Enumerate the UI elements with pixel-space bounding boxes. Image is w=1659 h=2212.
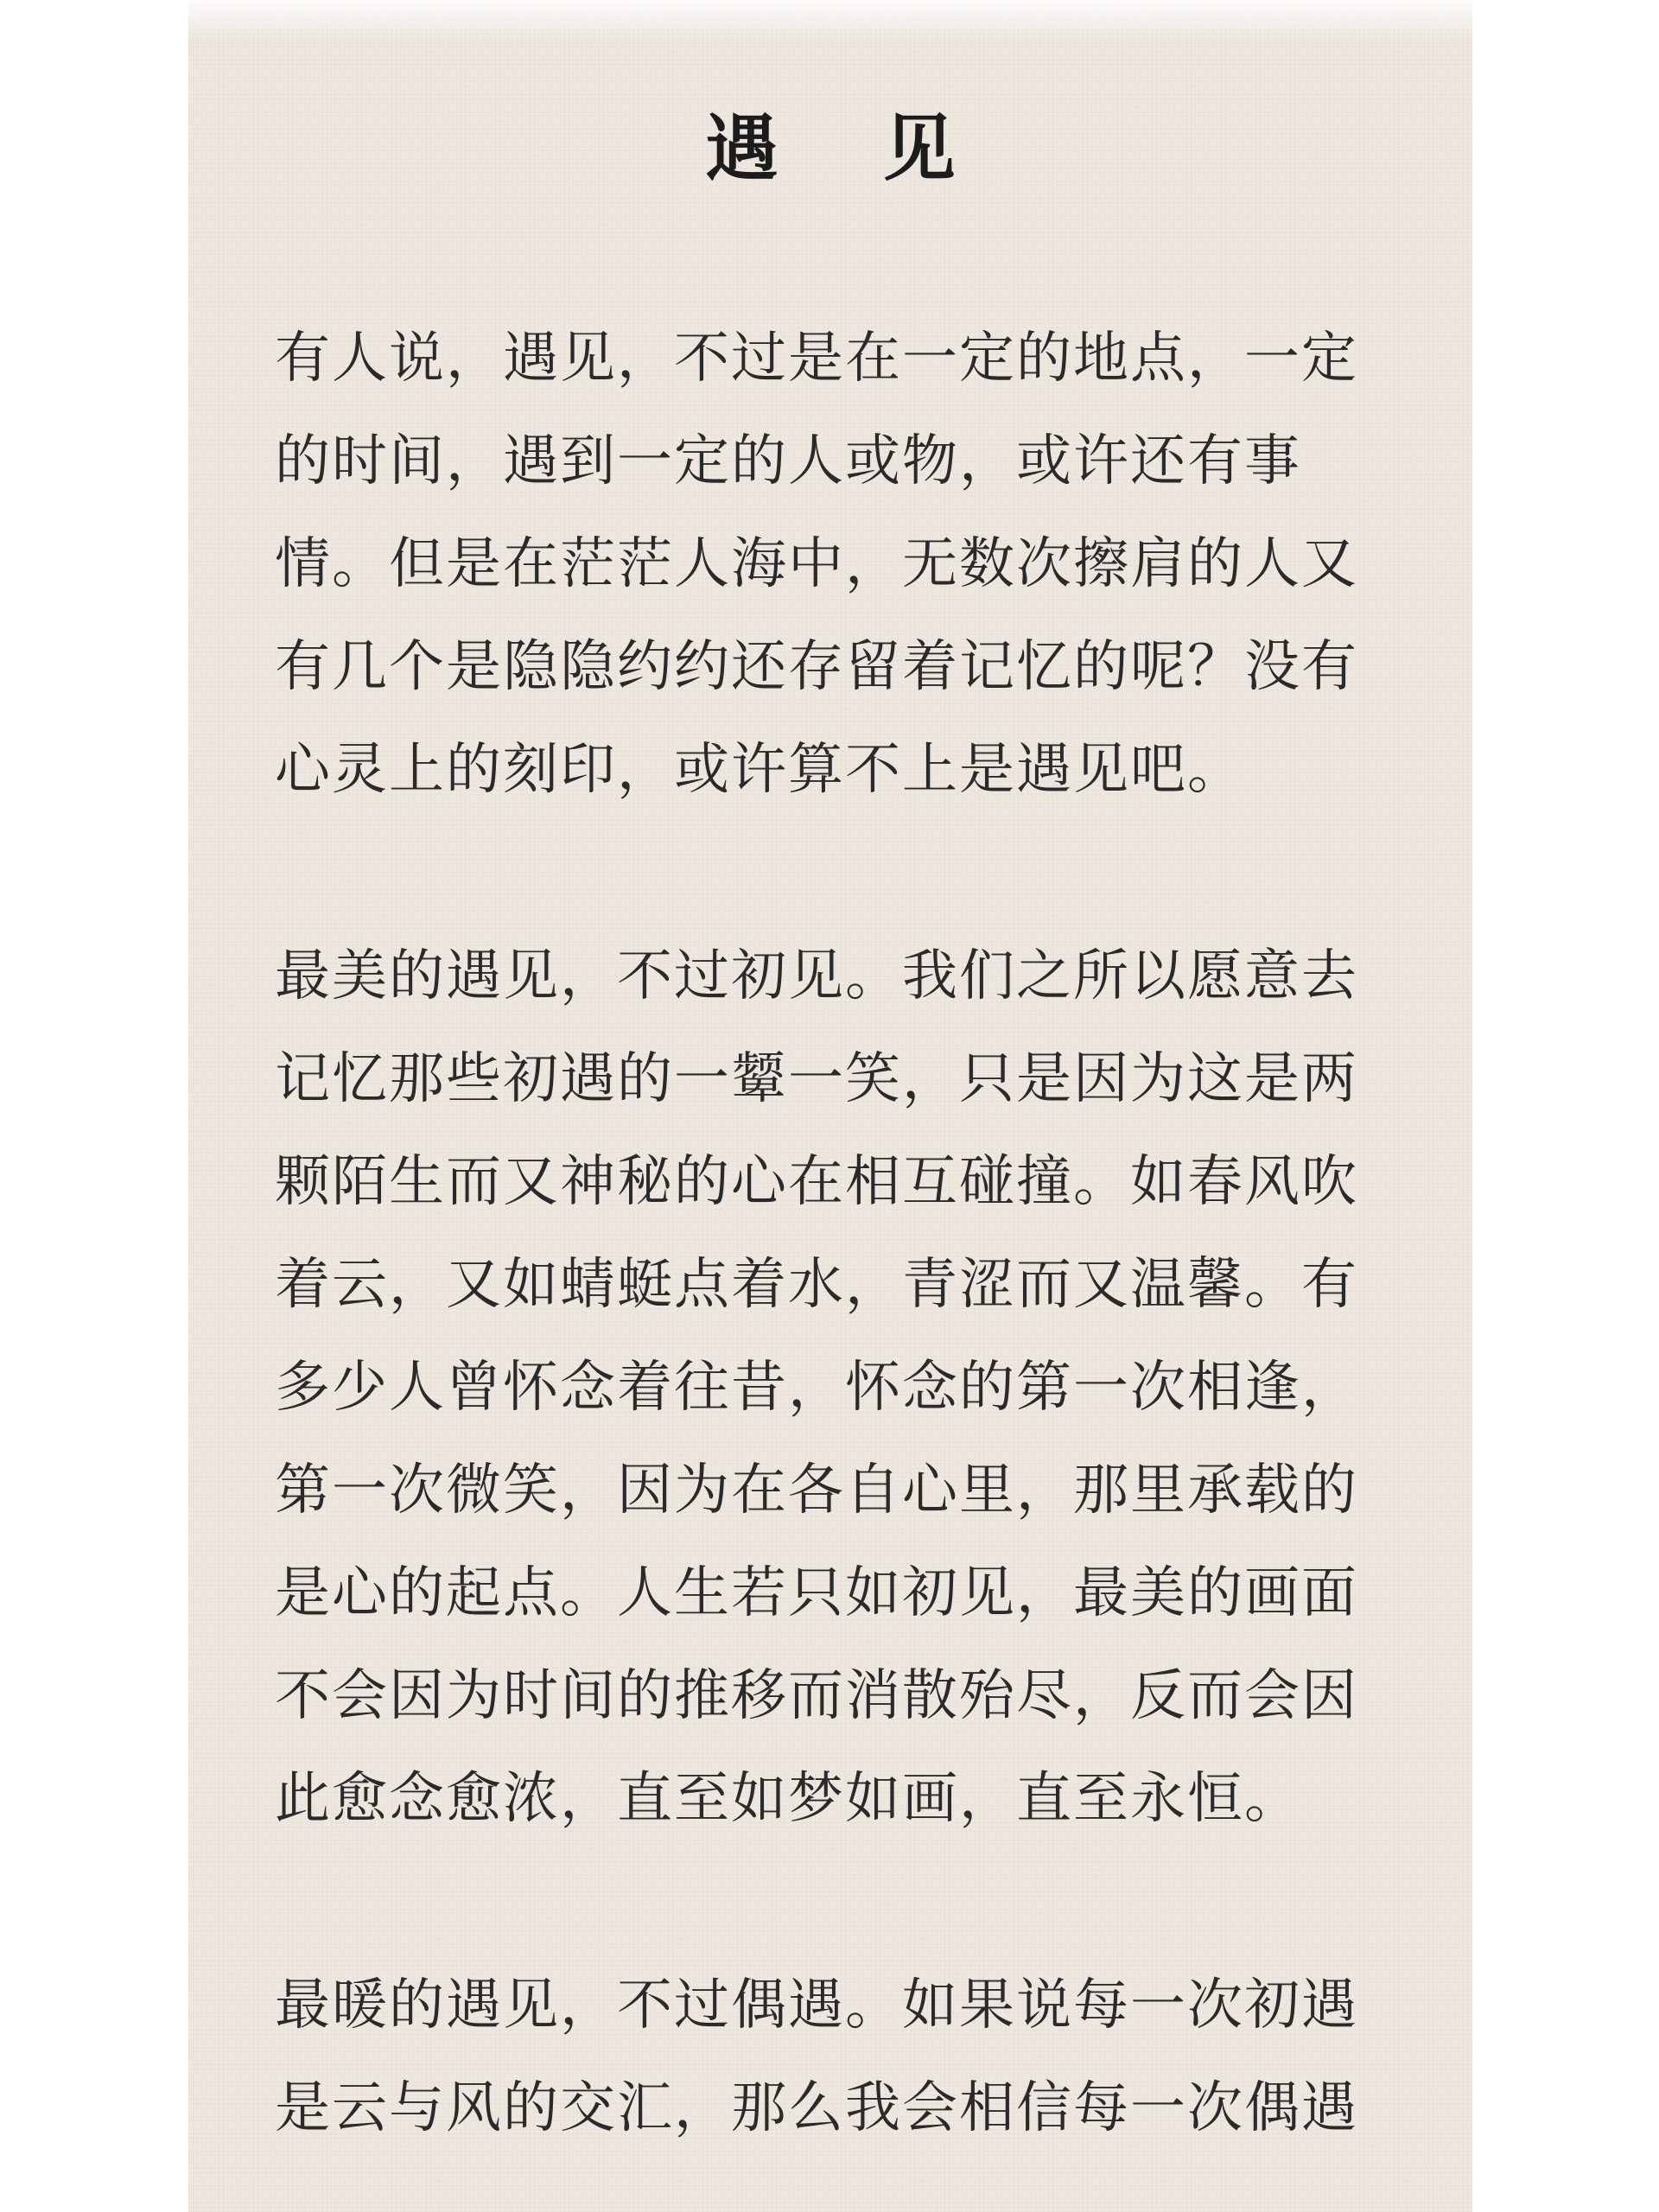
text-line: 着云，又如蜻蜓点着水，青涩而又温馨。有 <box>275 1253 1358 1317</box>
article-page <box>188 0 1472 2212</box>
text-line: 此愈念愈浓，直至如梦如画，直至永恒。 <box>275 1767 1301 1831</box>
paragraph-1 <box>275 308 1398 822</box>
text-line: 记忆那些初遇的一颦一笑，只是因为这是两 <box>275 1047 1358 1111</box>
text-line: 多少人曾怀念着往昔，怀念的第一次相逢， <box>275 1356 1358 1420</box>
paragraph-2 <box>275 925 1398 1851</box>
text-line: 有人说，遇见，不过是在一定的地点，一定 <box>275 327 1358 391</box>
text-line: 有几个是隐隐约约还存留着记忆的呢？没有 <box>275 635 1358 699</box>
top-fade-overlay <box>188 0 1472 41</box>
text-line: 是心的起点。人生若只如初见，最美的画面 <box>275 1561 1358 1625</box>
paragraph-3 <box>275 1955 1398 2160</box>
text-line: 不会因为时间的推移而消散殆尽，反而会因 <box>275 1664 1358 1728</box>
text-line: 情。但是在茫茫人海中，无数次擦肩的人又 <box>275 532 1358 596</box>
text-line: 心灵上的刻印，或许算不上是遇见吧。 <box>275 738 1244 802</box>
text-line: 最美的遇见，不过初见。我们之所以愿意去 <box>275 944 1358 1008</box>
text-line: 第一次微笑，因为在各自心里，那里承载的 <box>275 1459 1358 1522</box>
text-line: 是云与风的交汇，那么我会相信每一次偶遇 <box>275 2076 1358 2140</box>
article-body <box>275 308 1398 2212</box>
text-line: 的时间，遇到一定的人或物，或许还有事 <box>275 429 1301 493</box>
article-title: 遇 见 <box>705 106 995 191</box>
text-line: 颗陌生而又神秘的心在相互碰撞。如春风吹 <box>275 1150 1358 1214</box>
text-line: 最暖的遇见，不过偶遇。如果说每一次初遇 <box>275 1974 1358 2037</box>
